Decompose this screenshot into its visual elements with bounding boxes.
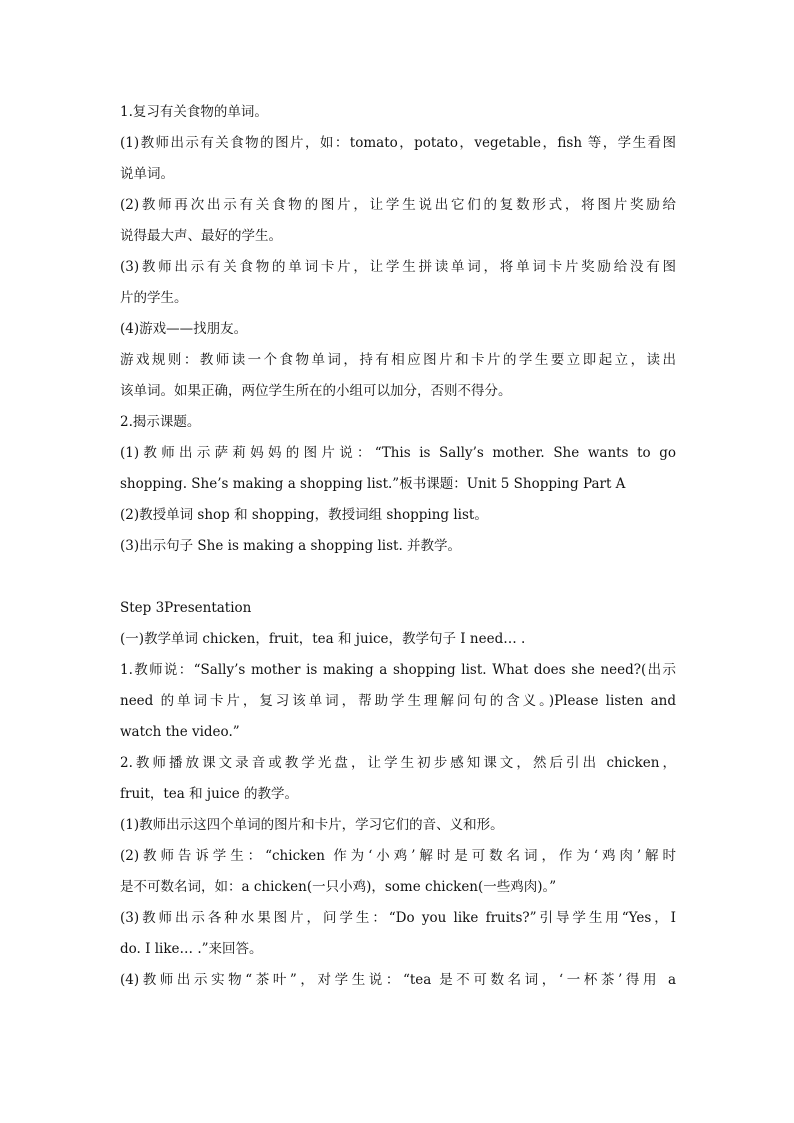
text-line: fruit，tea 和 juice 的教学。 — [120, 786, 298, 802]
text-line: do. I like… .”来回答。 — [120, 941, 263, 957]
text-line: shopping. She’s making a shopping list.”板书课题：Unit 5 Shopping Part A — [120, 476, 626, 492]
text-line: (3)出示句子 She is making a shopping list. 并教学。 — [120, 538, 462, 554]
text-line: 该单词。如果正确，两位学生所在的小组可以加分，否则不得分。 — [120, 383, 512, 399]
section-heading: Step 3Presentation — [120, 600, 252, 616]
text-line: 1.教师说：“Sally’s mother is making a shopping list. What does she need?(出示 — [120, 662, 676, 678]
text-line: (3)教师出示有关食物的单词卡片，让学生拼读单词，将单词卡片奖励给没有图 — [120, 259, 676, 275]
text-line: 1.复习有关食物的单词。 — [120, 104, 268, 120]
text-line: (4)游戏——找朋友。 — [120, 321, 248, 337]
text-line: (2)教授单词 shop 和 shopping，教授词组 shopping list。 — [120, 507, 488, 523]
text-line: (3)教师出示各种水果图片，问学生：“Do you like fruits?”引导学生用“Yes，I — [120, 910, 676, 926]
text-line: watch the video.” — [120, 724, 240, 740]
text-line: (4)教师出示实物“茶叶”，对学生说：“tea 是不可数名词，‘一杯茶’得用 a — [120, 972, 676, 988]
text-line: 是不可数名词，如：a chicken(一只小鸡)，some chicken(一些鸡肉)。” — [120, 879, 557, 895]
text-line: 说得最大声、最好的学生。 — [120, 228, 282, 244]
text-line: (2)教师告诉学生：“chicken 作为‘小鸡’解时是可数名词，作为‘鸡肉’解时 — [120, 848, 676, 864]
blank-line — [120, 562, 676, 593]
text-line: need 的单词卡片，复习该单词，帮助学生理解问句的含义。)Please listen and — [120, 693, 676, 709]
text-line: (一)教学单词 chicken，fruit，tea 和 juice，教学句子 I need… . — [120, 631, 526, 647]
text-line: 2.教师播放课文录音或教学光盘，让学生初步感知课文，然后引出 chicken， — [120, 755, 676, 771]
text-line: (1)教师出示这四个单词的图片和卡片，学习它们的音、义和形。 — [120, 817, 504, 833]
text-line: (2)教师再次出示有关食物的图片，让学生说出它们的复数形式，将图片奖励给 — [120, 197, 676, 213]
document-body — [120, 97, 676, 996]
text-line: 说单词。 — [120, 166, 174, 182]
text-line: (1)教师出示萨莉妈妈的图片说：“This is Sally’s mother. She wants to go — [120, 445, 676, 461]
text-line: 片的学生。 — [120, 290, 188, 306]
text-line: (1)教师出示有关食物的图片，如：tomato，potato，vegetable，fish 等，学生看图 — [120, 135, 676, 151]
text-line: 2.揭示课题。 — [120, 414, 201, 430]
text-line: 游戏规则：教师读一个食物单词，持有相应图片和卡片的学生要立即起立，读出 — [120, 352, 676, 368]
